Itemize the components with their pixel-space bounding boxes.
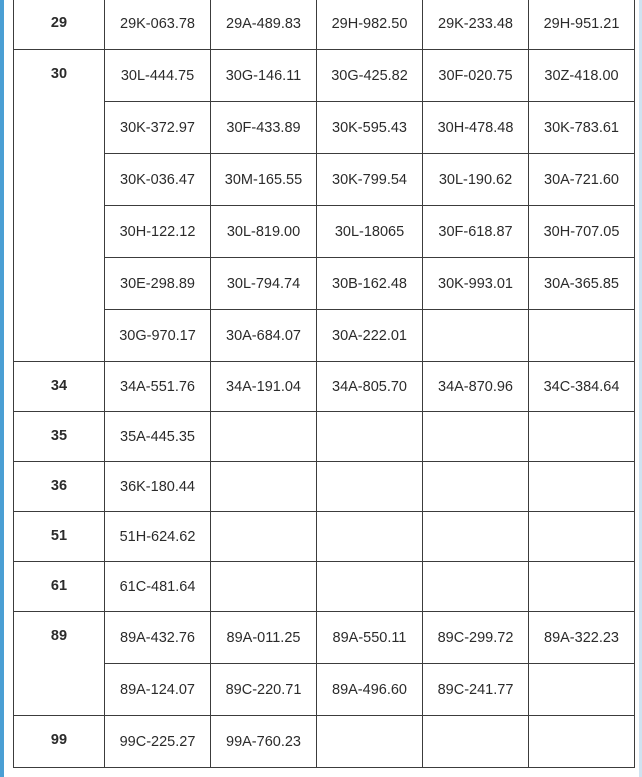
- plate-number-cell: 30A-684.07: [211, 310, 317, 362]
- plate-table-body: [14, 0, 635, 768]
- plate-number-cell: 30K-993.01: [423, 258, 529, 310]
- plate-number-cell: 30H-478.48: [423, 102, 529, 154]
- province-code-cell: 61: [14, 562, 105, 612]
- plate-number-cell: 30K-595.43: [317, 102, 423, 154]
- plate-number-cell: [211, 562, 317, 612]
- plate-number-cell: 99C-225.27: [105, 716, 211, 768]
- province-code-cell: 89: [14, 612, 105, 716]
- table-row: [14, 102, 635, 154]
- plate-number-cell: [317, 716, 423, 768]
- plate-number-cell: [423, 310, 529, 362]
- license-plate-table: [13, 0, 635, 768]
- table-row: [14, 154, 635, 206]
- province-code-cell: 35: [14, 412, 105, 462]
- province-code-cell: 36: [14, 462, 105, 512]
- plate-number-cell: 29K-063.78: [105, 0, 211, 50]
- plate-number-cell: 89A-124.07: [105, 664, 211, 716]
- plate-number-cell: [211, 512, 317, 562]
- table-row: [14, 206, 635, 258]
- plate-number-cell: 30F-618.87: [423, 206, 529, 258]
- plate-number-cell: 34A-191.04: [211, 362, 317, 412]
- table-row: [14, 716, 635, 768]
- plate-number-cell: [423, 412, 529, 462]
- plate-number-cell: [423, 462, 529, 512]
- province-code-cell: 51: [14, 512, 105, 562]
- plate-number-cell: 30K-036.47: [105, 154, 211, 206]
- plate-number-cell: 30L-444.75: [105, 50, 211, 102]
- province-code-cell: 99: [14, 716, 105, 768]
- plate-number-cell: 34A-551.76: [105, 362, 211, 412]
- plate-number-cell: 30G-970.17: [105, 310, 211, 362]
- plate-number-cell: 89C-299.72: [423, 612, 529, 664]
- plate-number-cell: 89A-550.11: [317, 612, 423, 664]
- table-row: [14, 462, 635, 512]
- plate-number-cell: 30H-707.05: [529, 206, 635, 258]
- table-row: [14, 258, 635, 310]
- plate-number-cell: 30A-222.01: [317, 310, 423, 362]
- plate-number-cell: 29H-982.50: [317, 0, 423, 50]
- province-code-cell: 34: [14, 362, 105, 412]
- plate-number-cell: 30G-146.11: [211, 50, 317, 102]
- left-accent-rule: [0, 0, 4, 777]
- table-row: [14, 612, 635, 664]
- province-code-cell: 30: [14, 50, 105, 362]
- plate-number-cell: 30F-020.75: [423, 50, 529, 102]
- table-row: [14, 412, 635, 462]
- plate-number-cell: 34A-805.70: [317, 362, 423, 412]
- plate-number-cell: 89A-322.23: [529, 612, 635, 664]
- plate-number-cell: 30L-190.62: [423, 154, 529, 206]
- plate-number-cell: 61C-481.64: [105, 562, 211, 612]
- plate-number-cell: 99A-760.23: [211, 716, 317, 768]
- plate-number-cell: [317, 512, 423, 562]
- plate-number-cell: 30L-819.00: [211, 206, 317, 258]
- plate-number-cell: 30L-794.74: [211, 258, 317, 310]
- plate-number-cell: [317, 562, 423, 612]
- plate-number-cell: [529, 716, 635, 768]
- plate-number-cell: [423, 716, 529, 768]
- plate-number-cell: 89A-432.76: [105, 612, 211, 664]
- plate-number-cell: [529, 512, 635, 562]
- plate-number-cell: 29K-233.48: [423, 0, 529, 50]
- table-row: [14, 362, 635, 412]
- plate-number-cell: [529, 310, 635, 362]
- plate-number-cell: 34A-870.96: [423, 362, 529, 412]
- plate-number-cell: 36K-180.44: [105, 462, 211, 512]
- plate-number-cell: 30Z-418.00: [529, 50, 635, 102]
- plate-number-cell: 51H-624.62: [105, 512, 211, 562]
- plate-number-cell: [317, 412, 423, 462]
- plate-number-cell: 34C-384.64: [529, 362, 635, 412]
- table-row: [14, 512, 635, 562]
- plate-number-cell: [423, 562, 529, 612]
- plate-number-cell: [211, 412, 317, 462]
- plate-number-cell: 29A-489.83: [211, 0, 317, 50]
- plate-number-cell: 89A-011.25: [211, 612, 317, 664]
- plate-number-cell: 30K-799.54: [317, 154, 423, 206]
- plate-number-cell: [529, 412, 635, 462]
- plate-number-cell: [423, 512, 529, 562]
- plate-number-cell: [529, 462, 635, 512]
- plate-number-cell: 29H-951.21: [529, 0, 635, 50]
- plate-number-cell: 30F-433.89: [211, 102, 317, 154]
- table-row: [14, 0, 635, 50]
- table-row: [14, 50, 635, 102]
- plate-number-cell: 30K-783.61: [529, 102, 635, 154]
- province-code-cell: 29: [14, 0, 105, 50]
- table-row: [14, 664, 635, 716]
- plate-number-cell: 30A-721.60: [529, 154, 635, 206]
- plate-number-cell: 30M-165.55: [211, 154, 317, 206]
- plate-number-cell: [317, 462, 423, 512]
- plate-number-cell: [529, 664, 635, 716]
- plate-number-cell: 30A-365.85: [529, 258, 635, 310]
- plate-number-cell: 30G-425.82: [317, 50, 423, 102]
- plate-number-cell: 89C-241.77: [423, 664, 529, 716]
- plate-number-cell: [211, 462, 317, 512]
- plate-number-cell: 30H-122.12: [105, 206, 211, 258]
- plate-number-cell: 30K-372.97: [105, 102, 211, 154]
- table-row: [14, 562, 635, 612]
- plate-number-cell: 30B-162.48: [317, 258, 423, 310]
- plate-number-cell: 89C-220.71: [211, 664, 317, 716]
- plate-number-cell: [529, 562, 635, 612]
- plate-number-cell: 89A-496.60: [317, 664, 423, 716]
- table-row: [14, 310, 635, 362]
- plate-number-cell: 30E-298.89: [105, 258, 211, 310]
- plate-number-cell: 35A-445.35: [105, 412, 211, 462]
- plate-number-cell: 30L-18065: [317, 206, 423, 258]
